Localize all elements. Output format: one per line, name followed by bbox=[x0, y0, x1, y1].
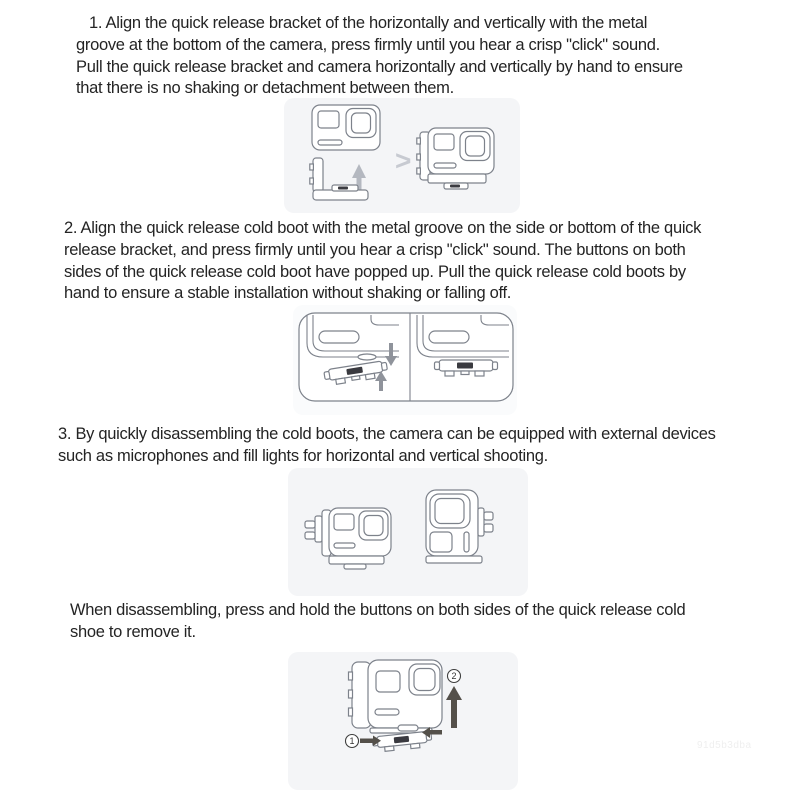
instruction-step-2 bbox=[64, 218, 701, 305]
figure-attach-bracket bbox=[284, 98, 520, 213]
cold-shoe-illustration bbox=[372, 731, 432, 753]
svg-text:1: 1 bbox=[349, 736, 355, 746]
figure-remove-cold-shoe bbox=[288, 652, 518, 790]
lift-arrow-icon bbox=[446, 686, 462, 728]
instruction-line: release bracket, and press firmly until you hear a crisp "click" sound. The buttons on both bbox=[64, 240, 686, 259]
instruction-note bbox=[70, 600, 685, 644]
instruction-line: 3. By quickly disassembling the cold boots, the camera can be equipped with external devices bbox=[58, 425, 716, 443]
svg-text:2: 2 bbox=[451, 671, 457, 681]
instruction-line: that there is no shaking or detachment between them. bbox=[76, 79, 454, 98]
instruction-step-1 bbox=[76, 13, 683, 100]
chevron-right-icon: > bbox=[395, 145, 412, 176]
step-marker-2 bbox=[448, 670, 461, 683]
instruction-line: 2. Align the quick release cold boot with the metal groove on the side or bottom of the quick bbox=[64, 219, 702, 237]
step-marker-1 bbox=[346, 735, 359, 748]
instruction-line: 1. Align the quick release bracket of the horizontally and vertically with the metal bbox=[89, 14, 648, 32]
instruction-line: hand to ensure a stable installation without shaking or falling off. bbox=[64, 284, 512, 303]
camera-front-illustration bbox=[312, 105, 380, 150]
instruction-line: When disassembling, press and hold the buttons on both sides of the quick release cold bbox=[70, 601, 686, 619]
instruction-line: shoe to remove it. bbox=[70, 622, 196, 641]
instruction-line: such as microphones and fill lights for horizontal and vertical shooting. bbox=[58, 446, 548, 465]
camera-horizontal-with-shoe-illustration bbox=[305, 508, 391, 569]
figure-attach-cold-shoe bbox=[293, 305, 517, 415]
instruction-line: Pull the quick release bracket and camera horizontally and vertically by hand to ensure bbox=[76, 57, 683, 76]
figure-horizontal-vertical-shooting bbox=[288, 468, 528, 596]
instruction-line: sides of the quick release cold boot have popped up. Pull the quick release cold boots by bbox=[64, 262, 686, 281]
camera-three-quarter-illustration bbox=[349, 660, 443, 733]
watermark: 91d5b3dba bbox=[697, 740, 752, 751]
camera-vertical-with-shoe-illustration bbox=[426, 490, 493, 563]
instruction-line: groove at the bottom of the camera, press firmly until you hear a crisp "click" sound. bbox=[76, 35, 660, 54]
instruction-step-3 bbox=[58, 424, 716, 468]
camera-with-bracket-illustration bbox=[417, 128, 494, 189]
